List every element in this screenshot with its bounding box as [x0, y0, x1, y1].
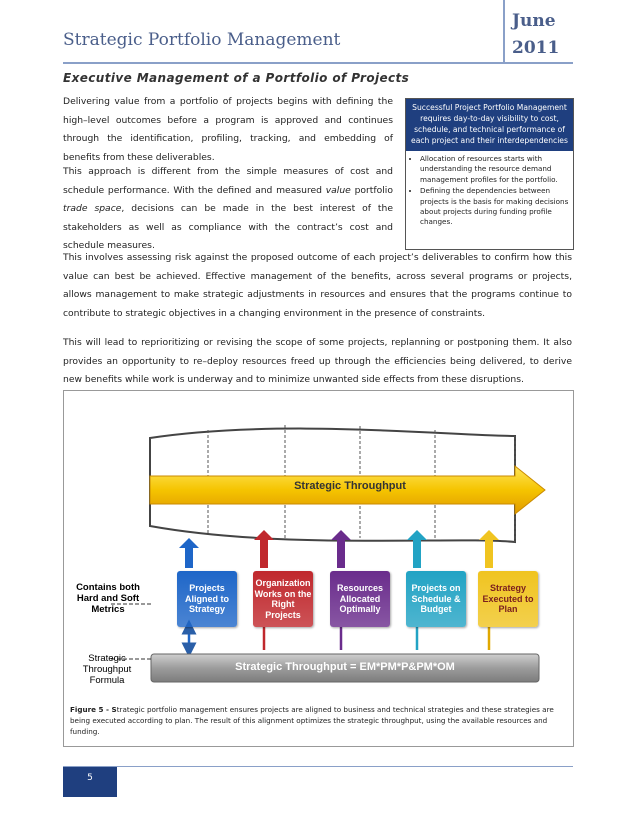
paragraph-1: Delivering value from a portfolio of projects begins with defining the high–level outcomes before a program is approved and continues through the identification, profiling, tracking, and embedding of benefits from these deliverables.	[63, 96, 393, 163]
sidebar-heading: Successful Project Portfolio Management requires day-to-day visibility to cost, schedule, and technical performance of each project and their interdependencies	[406, 99, 573, 151]
paragraph-2-value: value	[325, 184, 351, 196]
paragraph-2-part-c: , decisions can be made in the best interest of the stakeholders as well as compliance with the contract’s cost and schedule measures.	[63, 203, 394, 251]
header-title: Strategic Portfolio Management	[63, 30, 341, 50]
section-title: Executive Management of a Portfolio of Projects	[63, 71, 410, 85]
left-label-metrics: Contains both Hard and Soft Metrics	[76, 582, 140, 615]
header-year: 2011	[512, 38, 560, 58]
sidebar-callout	[405, 98, 574, 250]
paragraph-2	[63, 163, 393, 256]
header-month: June	[512, 11, 556, 31]
header-divider	[503, 0, 505, 64]
left-label-formula: Strategic Throughput Formula	[82, 653, 132, 686]
sidebar-item: • Defining the dependencies between projects is the basis for making decisions about projects during funding profile changes.	[420, 186, 569, 228]
figure-caption	[70, 704, 560, 737]
sidebar-list	[406, 151, 573, 228]
sidebar-item: • Allocation of resources starts with understanding the resource demand management profiles for the portfolio.	[420, 154, 569, 185]
box-organization-works: Organization Works on the Right Projects	[253, 571, 313, 627]
header-rule	[63, 62, 573, 64]
footer-rule	[63, 766, 573, 767]
arrow-label: Strategic Throughput	[294, 480, 406, 492]
link-arrows	[189, 627, 489, 650]
caption-label: Figure 5 - S	[70, 705, 117, 714]
paragraph-2-part-b: portfolio	[350, 184, 393, 196]
box-resources-allocated: Resources Allocated Optimally	[330, 571, 390, 627]
formula-label: Strategic Throughput = EM*PM*P&PM*OM	[235, 661, 455, 673]
paragraph-2-part-a: This approach is different from the simple measures of cost and schedule performance. With the defined and measured	[63, 166, 393, 196]
box-projects-aligned: Projects Aligned to Strategy	[177, 571, 237, 627]
paragraph-2-trade-space: trade space	[63, 203, 122, 214]
paragraph-4: This will lead to reprioritizing or revising the scope of some projects, replanning or postponing them. It also provides an opportunity to re–deploy resources freed up through the efficiencies being delivered, to derive new benefits while work is underway and to minimize unwanted side effects from these disruptions.	[63, 337, 572, 385]
page-number: 5	[63, 767, 117, 797]
caption-text: trategic portfolio management ensures projects are aligned to business and technical strategies and these strategies are being executed according to plan. The result of this alignment optimizes the strategic throughput, using the available resources and funding.	[70, 705, 554, 736]
paragraph-3: This involves assessing risk against the proposed outcome of each project’s deliverables to confirm how this value can best be achieved. Effective management of the benefits, across several programs or projects, allows management to make strategic adjustments in resources and ensures that the programs continue to contribute to strategic objectives in a changing environment in the presence of constraints.	[63, 252, 572, 319]
box-projects-on-schedule: Projects on Schedule & Budget	[406, 571, 466, 627]
box-strategy-executed: Strategy Executed to Plan	[478, 571, 538, 627]
header-date	[512, 8, 572, 62]
